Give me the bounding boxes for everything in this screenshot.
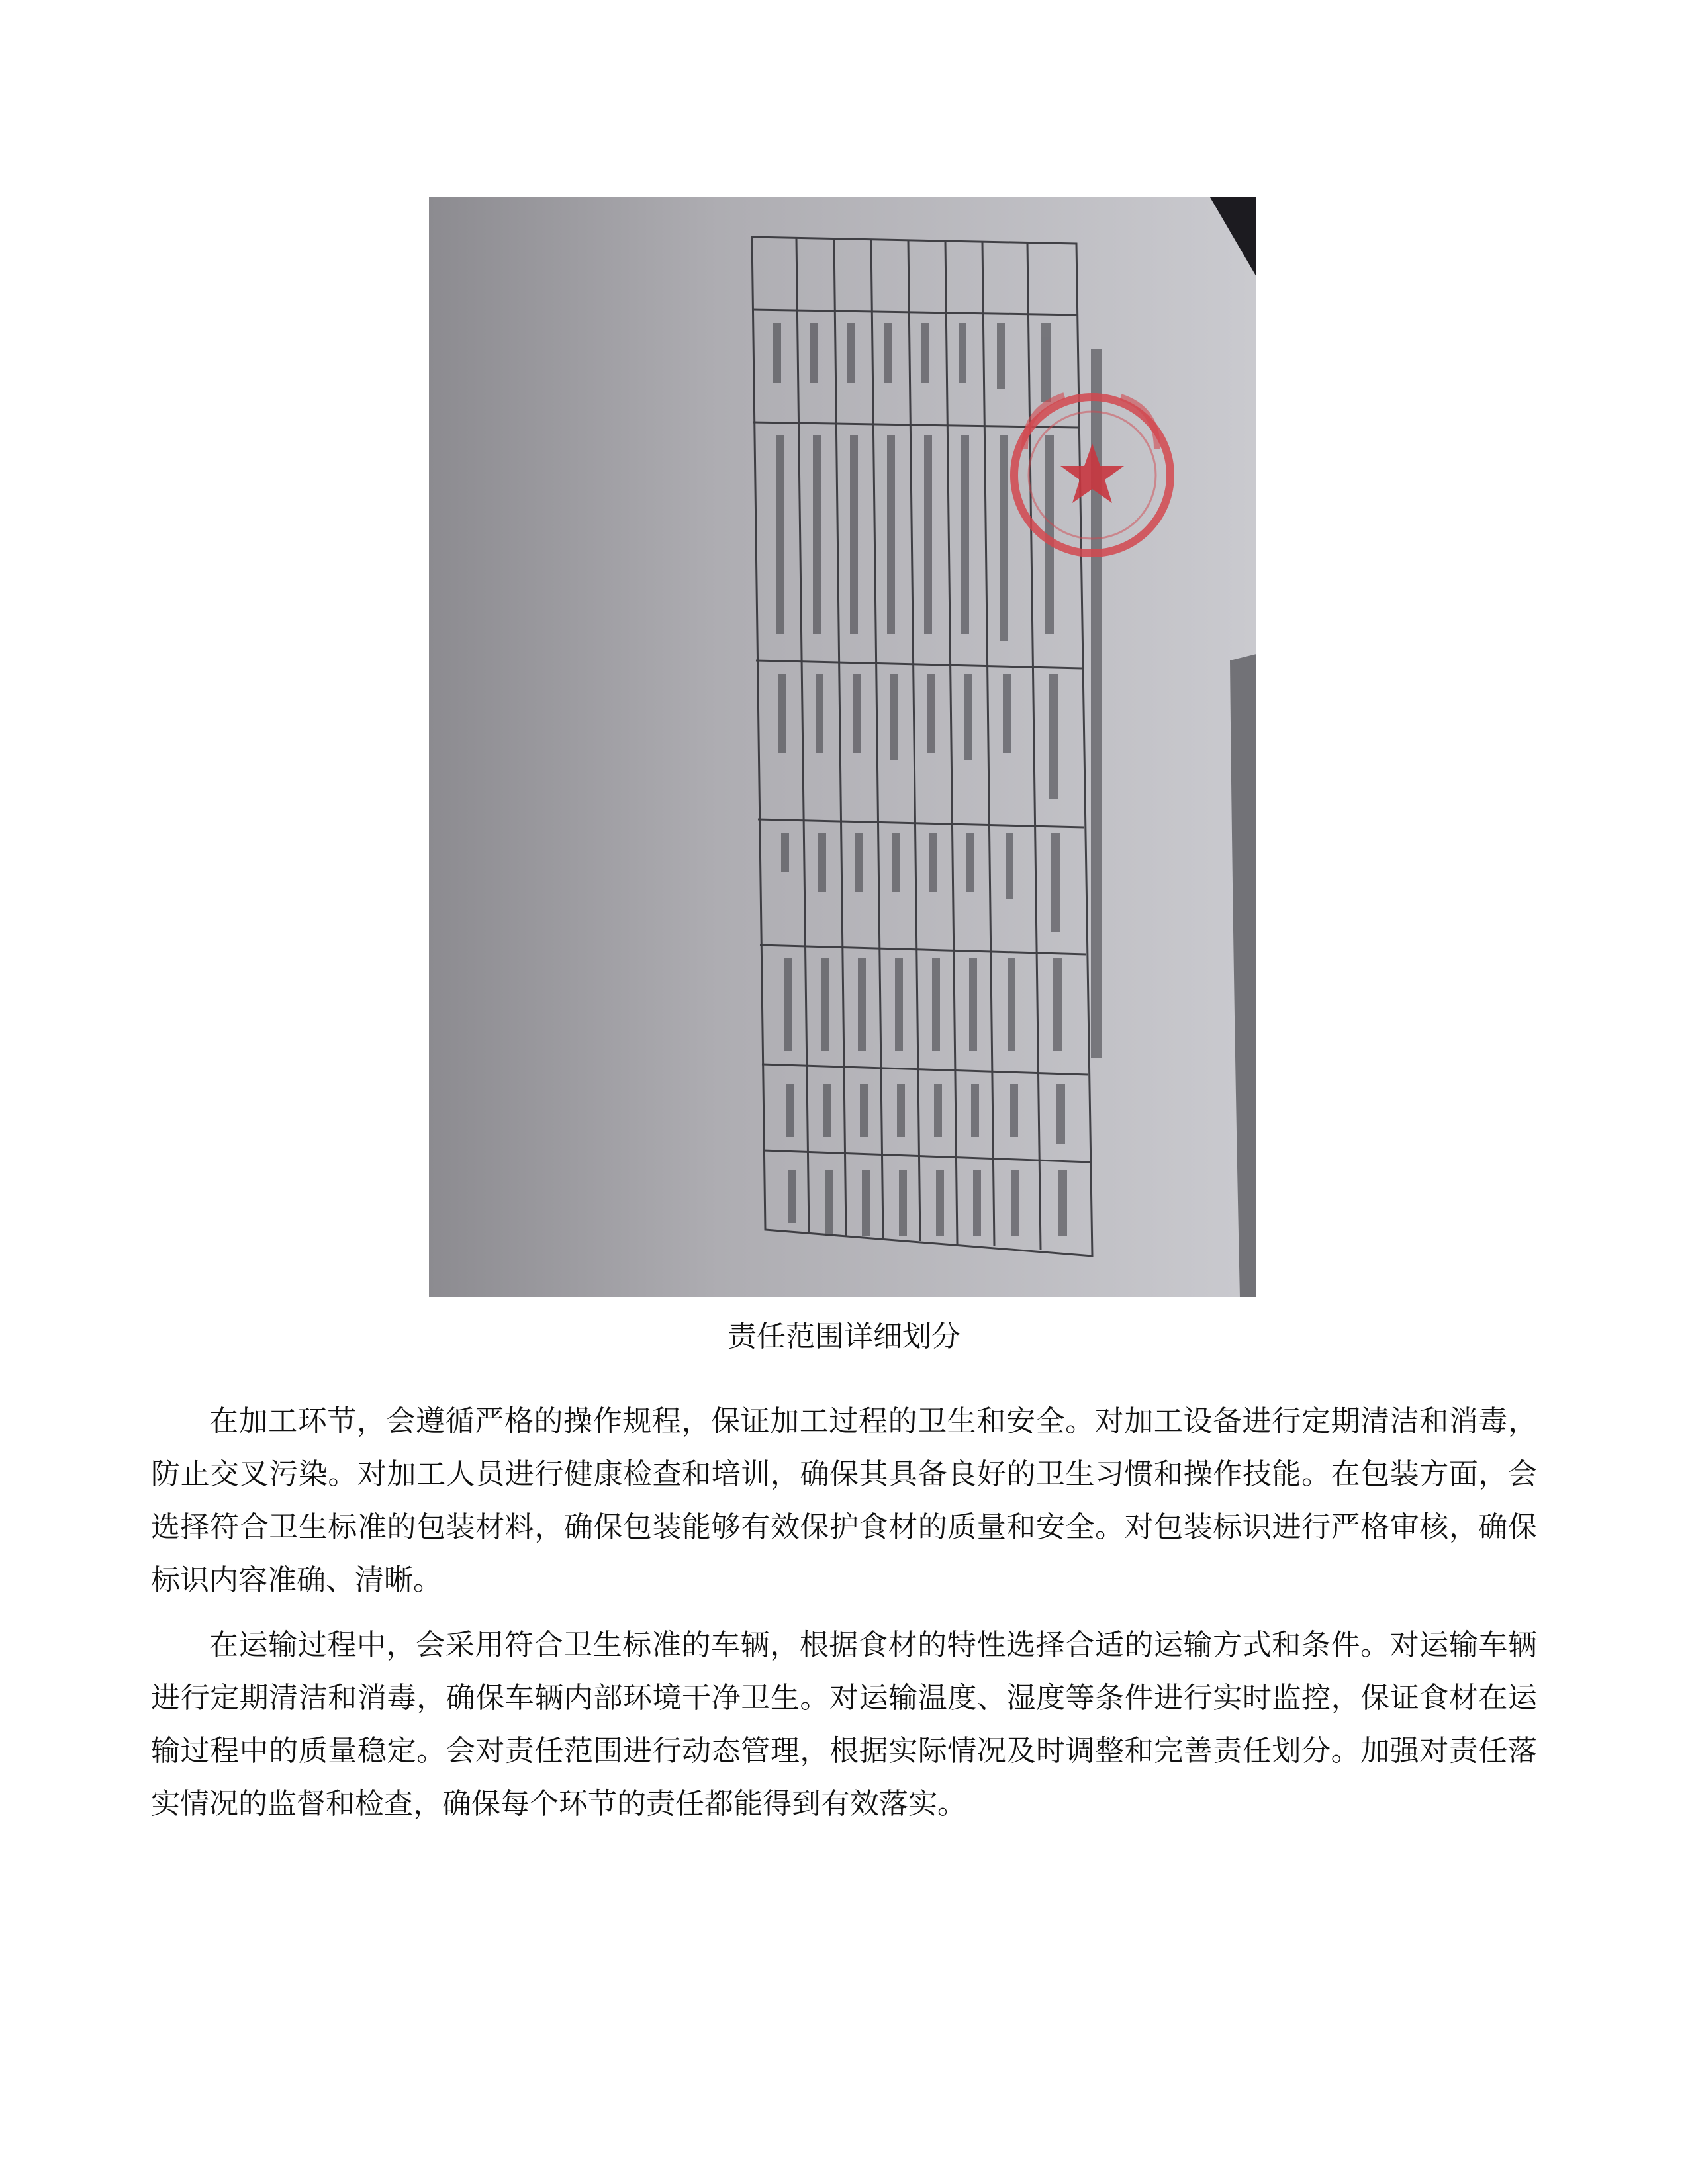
photo-of-table	[429, 197, 1256, 1297]
paragraph: 在运输过程中，会采用符合卫生标准的车辆，根据食材的特性选择合适的运输方式和条件。对运输车辆进行定期清洁和消毒，确保车辆内部环境干净卫生。对运输温度、湿度等条件进行实时监控，保证食材在运输过程中的质量稳定。会对责任范围进行动态管理，根据实际情况及时调整和完善责任划分。加强对责任落实情况的监督和检查，确保每个环节的责任都能得到有效落实。	[151, 1628, 1537, 1821]
document-photo	[429, 197, 1256, 1297]
paragraph: 在加工环节，会遵循严格的操作规程，保证加工过程的卫生和安全。对加工设备进行定期清洁和消毒，防止交叉污染。对加工人员进行健康检查和培训，确保其具备良好的卫生习惯和操作技能。在包装方面，会选择符合卫生标准的包装材料，确保包装能够有效保护食材的质量和安全。对包装标识进行严格审核，确保标识内容准确、清晰。	[151, 1404, 1537, 1597]
figure-caption: 责任范围详细划分	[727, 1320, 961, 1353]
body-text	[151, 1395, 1537, 1843]
